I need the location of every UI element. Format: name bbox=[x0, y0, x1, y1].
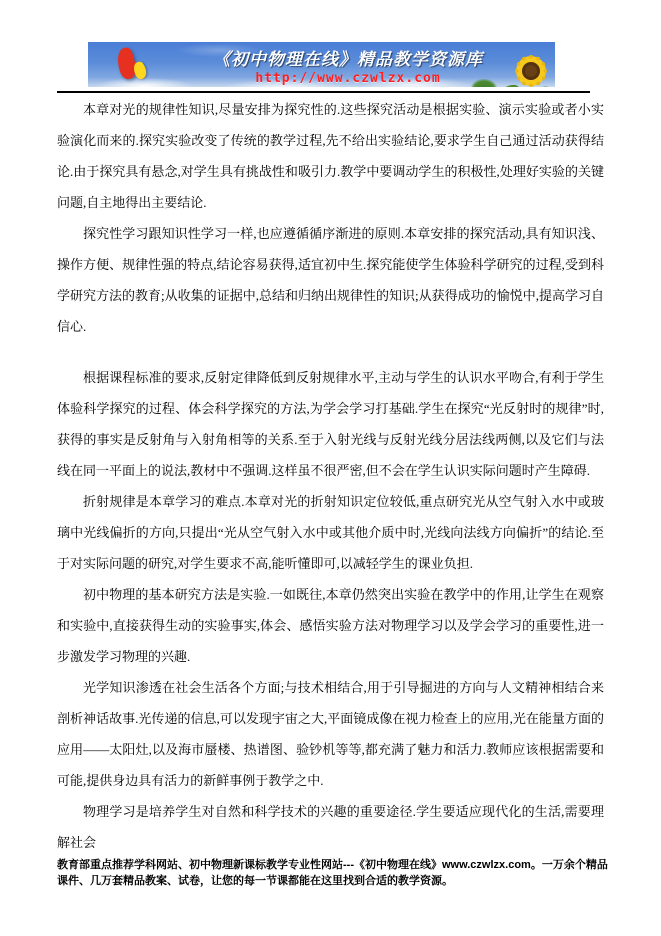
logo-flame-icon bbox=[116, 47, 158, 83]
paragraph: 探究性学习跟知识性学习一样,也应遵循循序渐进的原则.本章安排的探究活动,具有知识浅、操作方便、规律性强的特点,结论容易获得,适宜初中生.探究能使学生体验科学研究的过程,受到科学研究方法的教育;从收集的证据中,总结和归纳出规律性的知识;从获得成功的愉悦中,提高学习自信心. bbox=[57, 226, 604, 334]
banner-text-block bbox=[198, 45, 498, 86]
footer-note: 教育部重点推荐学科网站、初中物理新课标教学专业性网站---《初中物理在线》www.czwlzx.com。一万余个精品课件、几万套精品教案、试卷，让您的每一节课都能在这里找到合适的教学资源。 bbox=[57, 859, 608, 887]
paragraph: 本章对光的规律性知识,尽量安排为探究性的.这些探究活动是根据实验、演示实验或者小实验演化而来的.探究实验改变了传统的教学过程,先不给出实验结论,要求学生自己通过活动获得结论.由于探究具有悬念,对学生具有挑战性和吸引力.教学中要调动学生的积极性,处理好实验的关键问题,自主地得出主要结论. bbox=[57, 102, 604, 210]
paragraph: 根据课程标准的要求,反射定律降低到反射规律水平,主动与学生的认识水平吻合,有利于学生体验科学探究的过程、体会科学探究的方法,为学会学习打基础.学生在探究“光反射时的规律”时,获得的事实是反射角与入射角相等的关系.至于入射光线与反射光线分居法线两侧,以及它们与法线在同一平面上的说法,教材中不强调.这样虽不很严密,但不会在学生认识实际问题时产生障碍. bbox=[57, 370, 604, 478]
paragraph: 初中物理的基本研究方法是实验.一如既往,本章仍然突出实验在教学中的作用,让学生在观察和实验中,直接获得生动的实验事实,体会、感悟实验方法对物理学习以及学会学习的重要性,进一步激发学习物理的兴趣. bbox=[57, 587, 604, 664]
sunflower-icon bbox=[498, 47, 555, 87]
header-divider bbox=[57, 91, 590, 93]
paragraph: 光学知识渗透在社会生活各个方面;与技术相结合,用于引导掘进的方向与人文精神相结合来剖析神话故事.光传递的信息,可以发现宇宙之大,平面镜成像在视力检查上的应用,光在能量方面的应用——太阳灶,以及海市蜃楼、热谱图、验钞机等等,都充满了魅力和活力.教师应该根据需要和可能,提供身边具有活力的新鲜事例于教学之中. bbox=[57, 680, 604, 788]
grass-icon bbox=[471, 79, 497, 87]
paragraph: 折射规律是本章学习的难点.本章对光的折射知识定位较低,重点研究光从空气射入水中或玻璃中光线偏折的方向,只提出“光从空气射入水中或其他介质中时,光线向法线方向偏折”的结论.至于对实际问题的研究,对学生要求不高,能听懂即可,以减轻学生的课业负担. bbox=[57, 494, 604, 571]
document-body bbox=[57, 94, 604, 858]
banner-url: http://www.czwlzx.com bbox=[255, 71, 441, 86]
site-banner bbox=[88, 42, 555, 87]
paragraph: 物理学习是培养学生对自然和科学技术的兴趣的重要途径.学生要适应现代化的生活,需要理解社会 bbox=[57, 804, 604, 850]
banner-title: 《初中物理在线》精品教学资源库 bbox=[213, 50, 483, 69]
